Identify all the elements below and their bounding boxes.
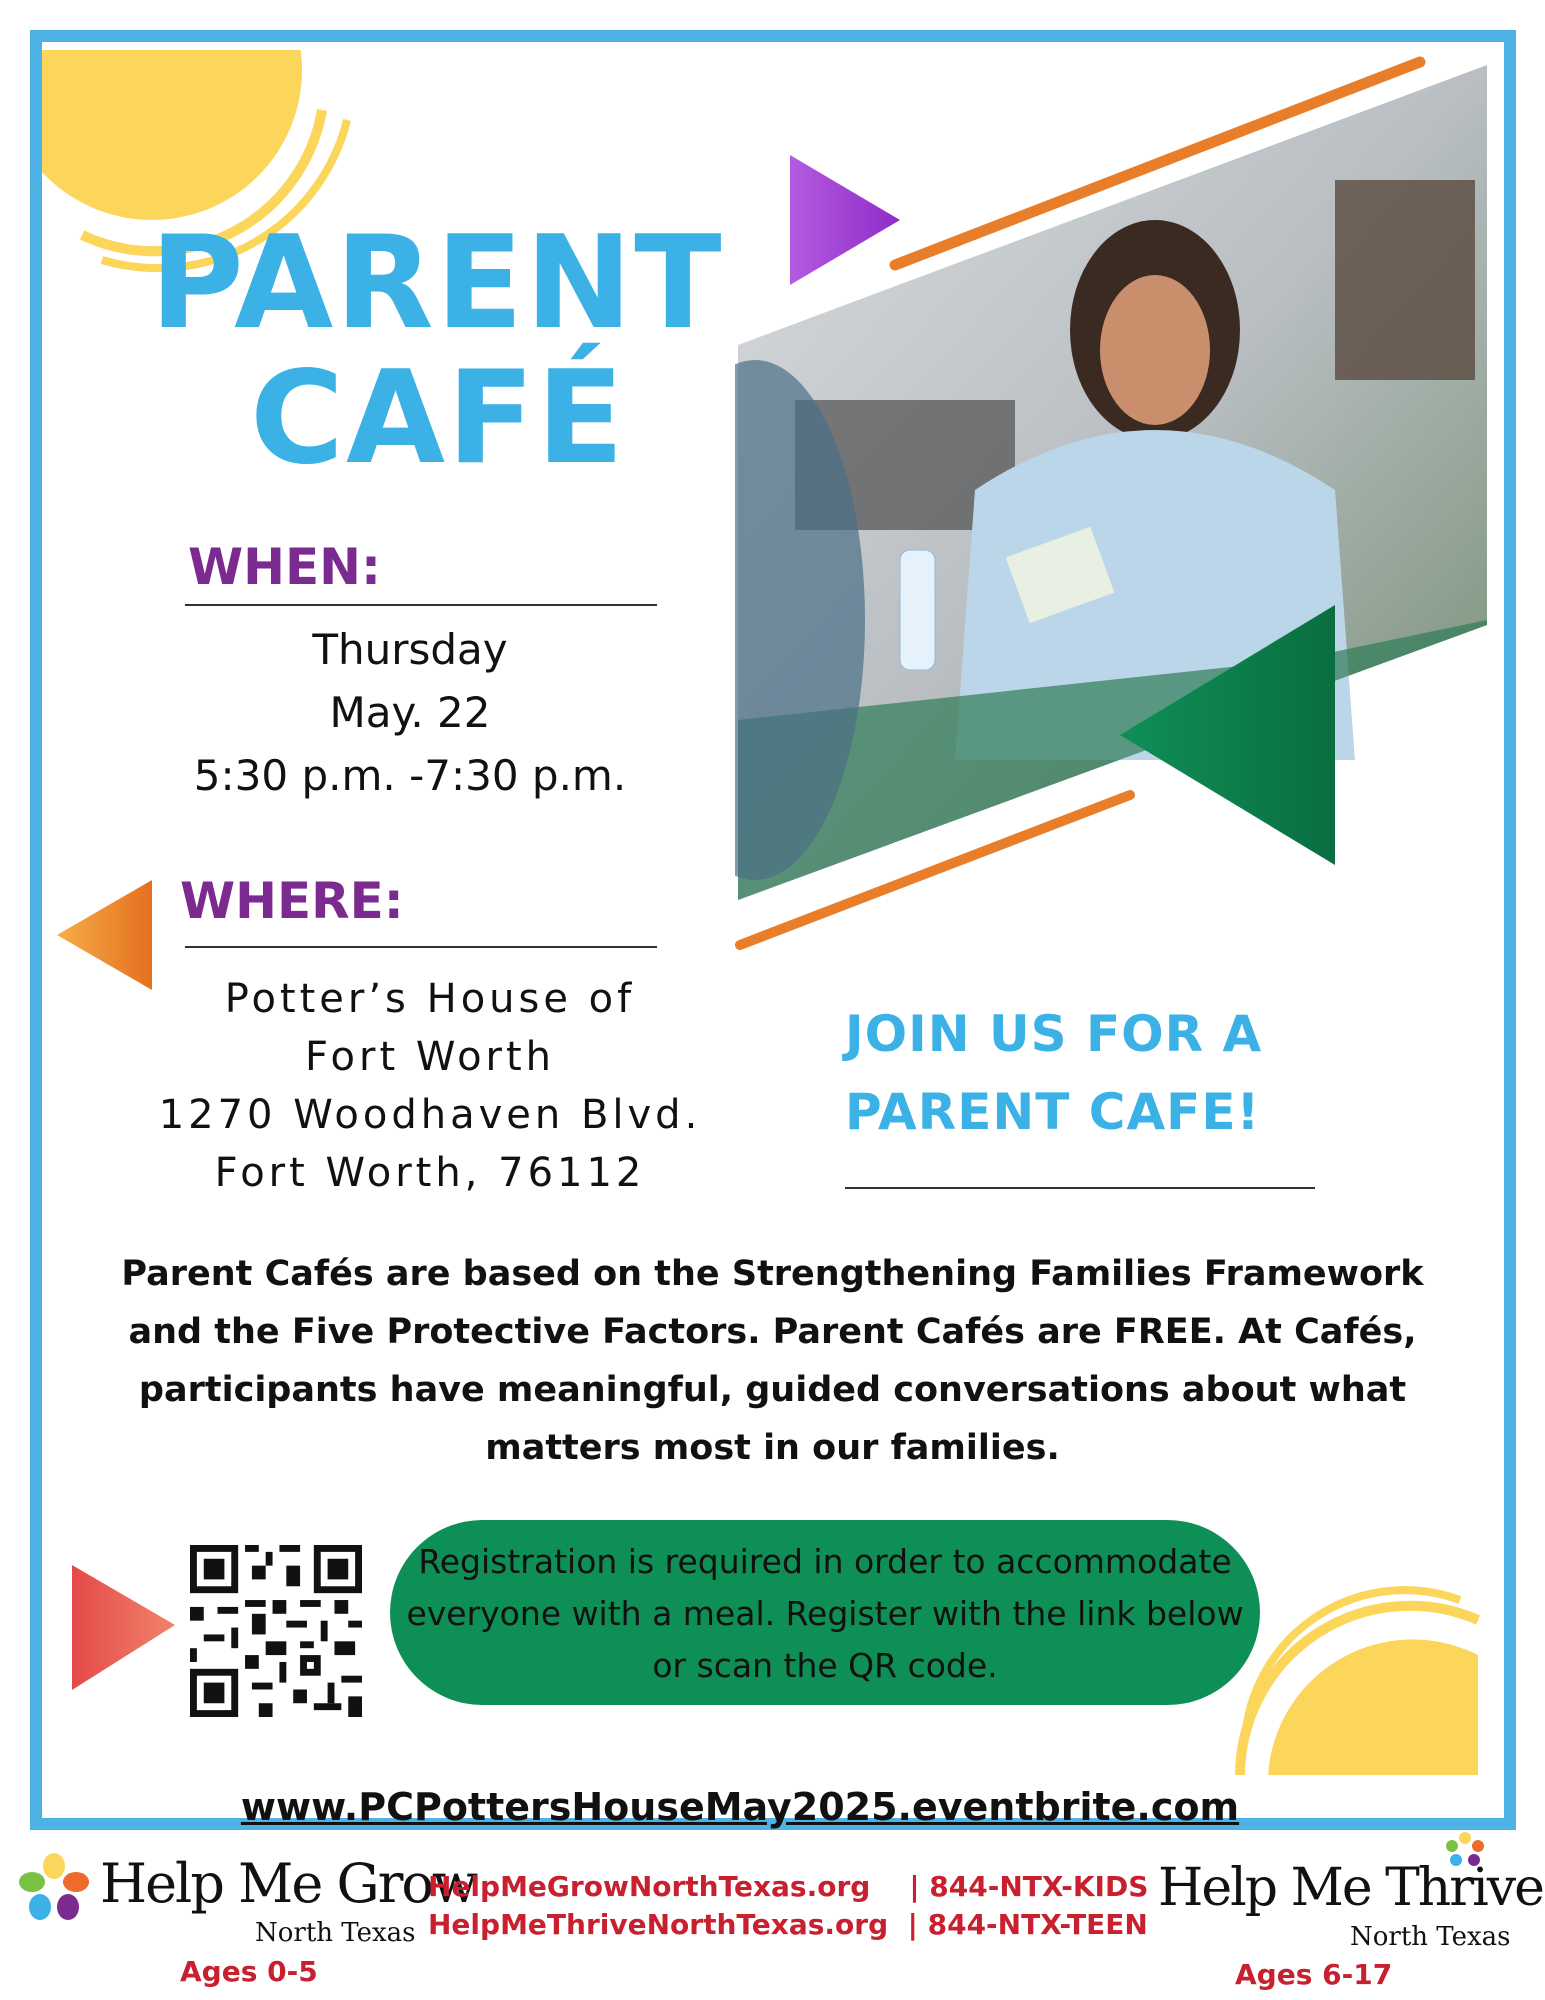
help-me-thrive-region: North Texas: [1350, 1922, 1511, 1952]
help-me-grow-logo: Help Me Grow: [100, 1852, 477, 1915]
venue-name-1: Potter’s House of: [224, 976, 636, 1022]
where-details: [120, 970, 740, 1202]
flower-logo-icon: [18, 1852, 90, 1924]
grow-ages: Ages 0-5: [180, 1955, 318, 1988]
thrive-ages: Ages 6-17: [1235, 1958, 1393, 1991]
event-date: May. 22: [329, 688, 491, 737]
help-me-thrive-logo: Help Me Thrive: [1158, 1858, 1543, 1918]
grow-site-link[interactable]: HelpMeGrowNorthTexas.org: [428, 1870, 871, 1903]
when-divider: [185, 604, 657, 606]
event-time: 5:30 p.m. -7:30 p.m.: [193, 751, 627, 800]
when-details: [160, 618, 660, 807]
venue-name-2: Fort Worth: [304, 1034, 556, 1080]
grow-phone: | 844-NTX-KIDS: [909, 1870, 1149, 1903]
registration-note: Registration is required in order to accommodate everyone with a meal. Register with the link below or scan the QR code.: [390, 1520, 1260, 1705]
event-day: Thursday: [312, 625, 508, 674]
where-label: WHERE:: [180, 872, 404, 930]
thrive-phone: | 844-NTX-TEEN: [907, 1908, 1148, 1941]
where-divider: [185, 946, 657, 948]
red-triangle: [72, 1565, 175, 1690]
qr-code-icon[interactable]: [190, 1545, 362, 1717]
help-me-grow-region: North Texas: [255, 1918, 416, 1948]
event-link[interactable]: www.PCPottersHouseMay2025.eventbrite.com: [240, 1785, 1240, 1829]
join-divider: [845, 1187, 1315, 1189]
green-triangle: [1120, 605, 1335, 865]
thrive-site-link[interactable]: HelpMeThriveNorthTexas.org: [428, 1908, 889, 1941]
footer-contact: [428, 1868, 1148, 1944]
venue-city: Fort Worth, 76112: [214, 1150, 646, 1196]
venue-street: 1270 Woodhaven Blvd.: [158, 1092, 702, 1138]
when-label: WHEN:: [188, 538, 381, 596]
description-text: Parent Cafés are based on the Strengthening Families Framework and the Five Protective Factors. Parent Cafés are FREE. At Cafés, participants have meaningful, guided conversations about what matters most in our families.: [121, 1254, 1424, 1468]
title-line-2: CAFÉ: [250, 344, 626, 493]
join-heading: JOIN US FOR A PARENT CAFE!: [845, 1005, 1263, 1141]
purple-triangle: [790, 155, 900, 285]
title-line-1: PARENT: [150, 209, 724, 358]
